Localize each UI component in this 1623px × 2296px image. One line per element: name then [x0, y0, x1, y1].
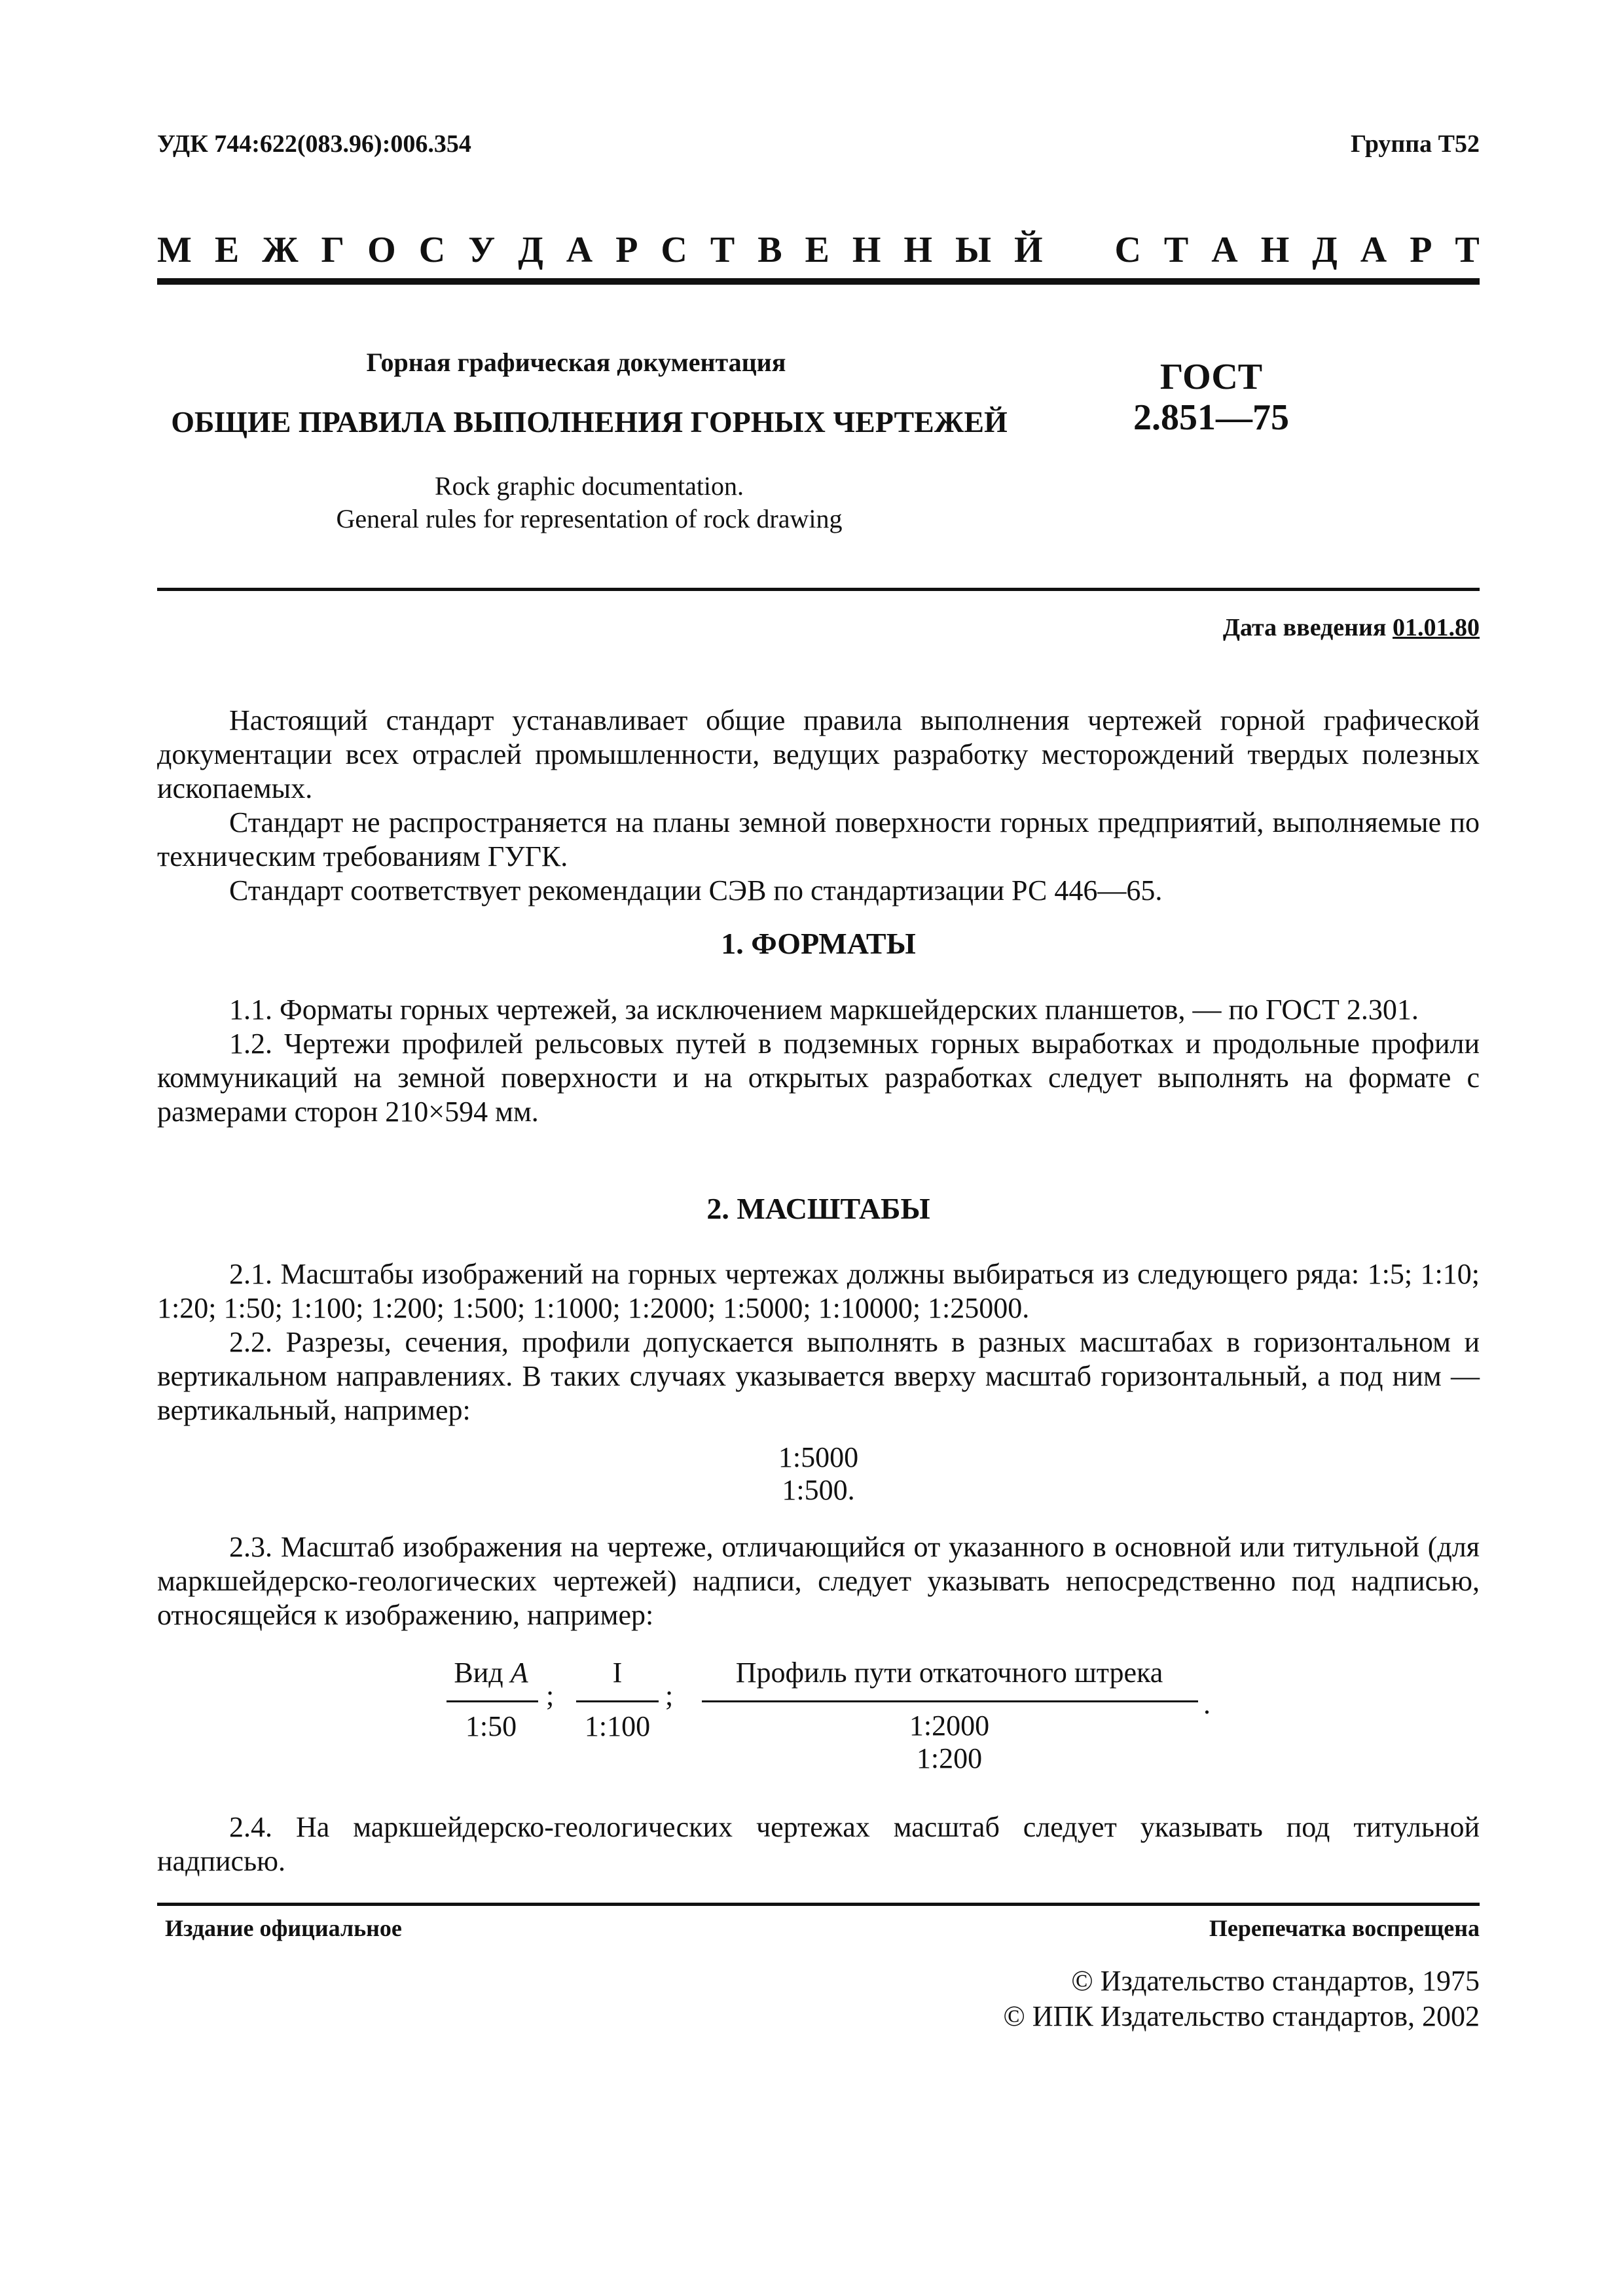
paragraph: Стандарт соответствует рекомендации СЭВ по стандартизации РС 446—65.: [229, 874, 1163, 906]
udk-code: УДК 744:622(083.96):006.354: [157, 130, 471, 158]
paragraph: 2.3. Масштаб изображения на чертеже, отличающийся от указанного в основной или титульной (для маркшейдерско-геологических чертежей) надписи, следует указывать непосредственно под надписью, относящейся к изображению, например:: [157, 1531, 1480, 1631]
banner-letter: Т: [1455, 230, 1480, 270]
gost-designation: [1113, 357, 1309, 438]
view-letter: А: [510, 1657, 528, 1689]
profile-label: Профиль пути откаточного штрека: [735, 1657, 1163, 1689]
scale-horizontal: 1:5000: [778, 1441, 859, 1473]
banner-letter: А: [566, 230, 593, 270]
copyright-line: © ИПК Издательство стандартов, 2002: [1003, 2000, 1480, 2032]
profile-scale-vertical: 1:200: [916, 1742, 983, 1774]
banner-letter: У: [468, 230, 496, 270]
banner-letter: Т: [1163, 230, 1189, 270]
group-code: Группа Т52: [1350, 130, 1480, 158]
document-title: ОБЩИЕ ПРАВИЛА ВЫПОЛНЕНИЯ ГОРНЫХ ЧЕРТЕЖЕЙ: [171, 405, 1008, 439]
banner-letter: Д: [1312, 230, 1338, 270]
banner-letter: Н: [903, 230, 932, 270]
end-period: .: [1203, 1688, 1211, 1720]
english-title: [223, 470, 956, 535]
paragraph: 1.2. Чертежи профилей рельсовых путей в подземных горных выработках и продольные профили коммуникаций на земной поверхности и на открытых разработках следует выполнять на формате с размерами сторон 210×594 мм.: [157, 1028, 1480, 1128]
paragraph: 2.4. На маркшейдерско-геологических чертежах масштаб следует указывать под титульной надписью.: [157, 1811, 1480, 1877]
banner-letter: Й: [1013, 230, 1043, 270]
banner-letter: Е: [805, 230, 830, 270]
banner-letter: Н: [1260, 230, 1290, 270]
section1-body: [157, 993, 1480, 1129]
standard-banner: [157, 229, 1480, 271]
fraction-line: [447, 1700, 538, 1702]
fraction-line: [702, 1700, 1198, 1702]
banner-letter: Ы: [955, 230, 991, 270]
profile-scale-horizontal: 1:2000: [909, 1710, 990, 1742]
banner-letter: Д: [518, 230, 543, 270]
banner-letter: Ж: [262, 230, 299, 270]
subtitle-ru: Горная графическая документация: [366, 348, 786, 377]
profile-scale: [701, 1710, 1198, 1775]
gost-label: ГОСТ: [1159, 357, 1263, 397]
fraction-line: [576, 1700, 659, 1702]
paragraph: Стандарт не распространяется на планы земной поверхности горных предприятий, выполняемые по техническим требованиям ГУГК.: [157, 806, 1480, 872]
banner-letter: О: [367, 230, 396, 270]
intro-date: [1223, 613, 1480, 642]
banner-letter: С: [1114, 230, 1141, 270]
banner-letter: М: [157, 230, 192, 270]
scale-example-1: [694, 1441, 943, 1507]
banner-letter: Е: [214, 230, 240, 270]
english-title-line: Rock graphic documentation.: [434, 471, 744, 501]
paragraph: 2.2. Разрезы, сечения, профили допускается выполнять в разных масштабах в горизонтальном и вертикальном направлениях. В таких случаях указывается вверху масштаб горизонтальный, а под ним — вертикальный, например:: [157, 1326, 1480, 1426]
section2-body-b: [157, 1530, 1480, 1632]
section-heading: 1. ФОРМАТЫ: [721, 927, 916, 960]
official-edition: Издание официальное: [165, 1915, 402, 1941]
banner-letter: Р: [615, 230, 638, 270]
copyright-line: © Издательство стандартов, 1975: [1071, 1965, 1480, 1997]
banner-letter: А: [1211, 230, 1238, 270]
banner-letter: Т: [710, 230, 735, 270]
banner-letter: С: [661, 230, 687, 270]
banner-rule: [157, 278, 1480, 285]
paragraph: Настоящий стандарт устанавливает общие правила выполнения чертежей горной графической документации всех отраслей промышленности, ведущих разработку месторождений твердых полезных ископаемых.: [157, 704, 1480, 804]
preamble: [157, 704, 1480, 908]
banner-letter: Р: [1410, 230, 1432, 270]
section2-body-a: [157, 1257, 1480, 1427]
scale-vertical: 1:500.: [782, 1474, 855, 1506]
section-heading: 2. МАСШТАБЫ: [706, 1192, 930, 1225]
english-title-line: General rules for representation of rock drawing: [336, 504, 843, 533]
view-scale: 1:50: [465, 1710, 517, 1742]
paragraph: 2.1. Масштабы изображений на горных чертежах должны выбираться из следующего ряда: 1:5; 1:10; 1:20; 1:50; 1:100; 1:200; 1:500; 1:1000; 1:2000; 1:5000; 1:10000; 1:25000.: [157, 1258, 1480, 1324]
footer-rule: [157, 1903, 1480, 1906]
banner-letter: А: [1360, 230, 1387, 270]
banner-letter: Г: [321, 230, 345, 270]
view-prefix: Вид: [454, 1657, 511, 1689]
paragraph: 1.1. Форматы горных чертежей, за исключением маркшейдерских планшетов, — по ГОСТ 2.301.: [229, 994, 1419, 1026]
view-label: [445, 1656, 537, 1689]
section2-body-c: [157, 1810, 1480, 1878]
section-scale: 1:100: [584, 1710, 651, 1742]
intro-date-value: 01.01.80: [1393, 614, 1480, 641]
title-rule: [157, 588, 1480, 591]
intro-date-label: Дата введения: [1222, 614, 1387, 641]
banner-letter: Н: [852, 230, 881, 270]
section-label: I: [612, 1657, 623, 1689]
banner-letter: В: [757, 230, 782, 270]
banner-letter: С: [418, 230, 446, 270]
separator: ;: [546, 1679, 555, 1712]
separator: ;: [665, 1679, 674, 1712]
gost-number: 2.851—75: [1133, 397, 1289, 438]
reprint-prohibited: Перепечатка воспрещена: [1209, 1915, 1480, 1941]
copyright-block: [1003, 1964, 1480, 2034]
